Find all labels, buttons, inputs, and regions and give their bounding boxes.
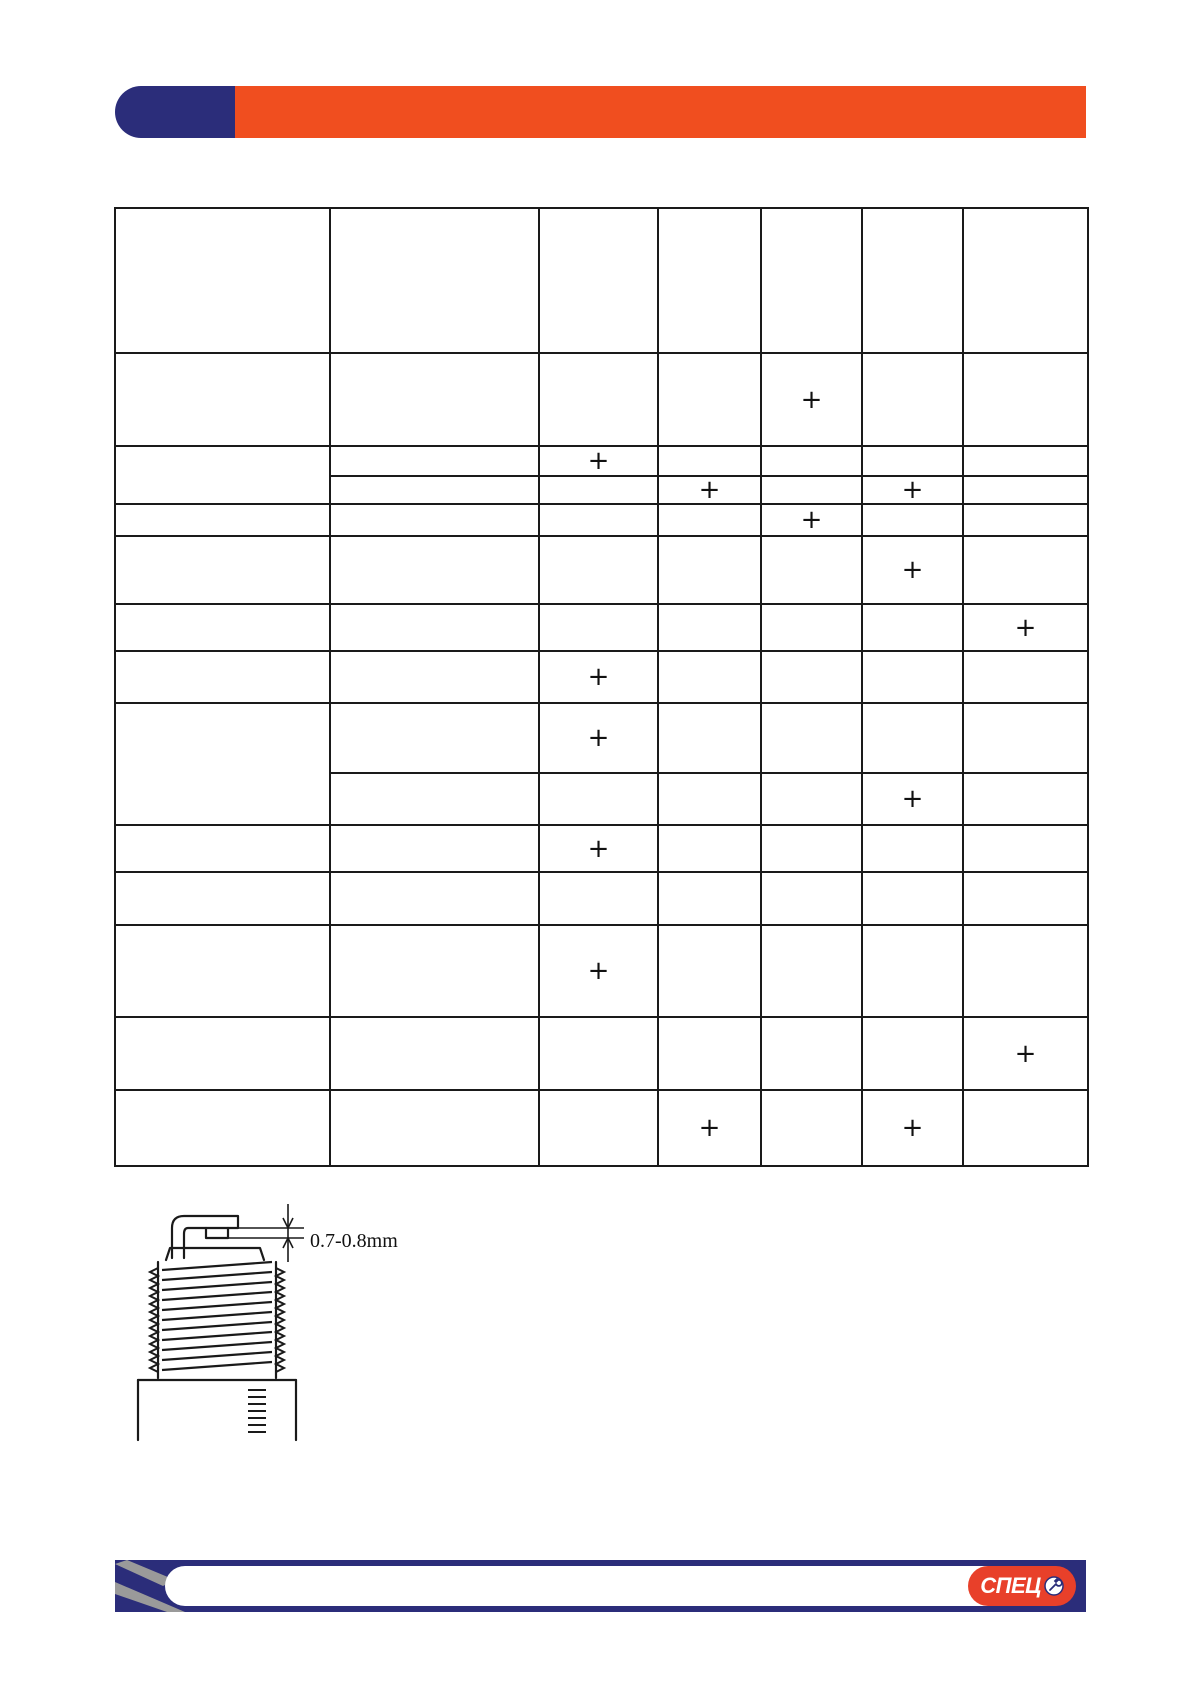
table-cell — [330, 476, 539, 504]
table-cell — [862, 504, 963, 536]
table-cell — [761, 208, 862, 353]
table-cell: + — [862, 536, 963, 604]
spec-logo — [968, 1566, 1076, 1606]
table-cell — [963, 504, 1088, 536]
table-cell — [115, 446, 330, 504]
table-cell — [761, 651, 862, 703]
table-cell — [115, 651, 330, 703]
table-row — [115, 703, 1088, 773]
table-cell — [115, 703, 330, 825]
table-cell — [658, 925, 761, 1017]
table-cell — [115, 353, 330, 446]
table-cell — [658, 872, 761, 925]
table-cell — [862, 825, 963, 872]
table-cell — [658, 825, 761, 872]
table-cell — [658, 208, 761, 353]
table-cell — [761, 476, 862, 504]
table-cell: + — [539, 651, 658, 703]
header-bar-orange-segment — [235, 86, 1086, 138]
table-cell: + — [862, 1090, 963, 1166]
table-cell — [330, 536, 539, 604]
table-cell — [658, 446, 761, 476]
footer-bar — [115, 1560, 1086, 1612]
table-cell: + — [539, 446, 658, 476]
table-row — [115, 1090, 1088, 1166]
table-cell — [115, 872, 330, 925]
table-cell: + — [862, 476, 963, 504]
table-cell — [963, 446, 1088, 476]
footer-white-band — [165, 1566, 1045, 1606]
table-cell — [761, 703, 862, 773]
table-cell — [963, 872, 1088, 925]
table-cell — [539, 872, 658, 925]
diagnostic-table — [114, 207, 1089, 1167]
table-cell — [862, 208, 963, 353]
table-cell — [115, 536, 330, 604]
table-cell — [115, 1090, 330, 1166]
table-row — [115, 1017, 1088, 1090]
table-row — [115, 536, 1088, 604]
table-cell — [862, 651, 963, 703]
table-cell — [658, 504, 761, 536]
table-cell — [115, 604, 330, 651]
plug-gap-label: 0.7-0.8mm — [310, 1230, 398, 1252]
table-cell — [761, 446, 862, 476]
table-cell — [539, 773, 658, 825]
table-cell — [862, 604, 963, 651]
table-cell — [963, 208, 1088, 353]
table-cell — [330, 703, 539, 773]
table-cell — [330, 604, 539, 651]
table-cell — [330, 504, 539, 536]
table-cell: + — [761, 504, 862, 536]
table-cell — [115, 825, 330, 872]
table-cell — [658, 536, 761, 604]
wrench-icon — [1044, 1576, 1064, 1596]
table-cell — [330, 208, 539, 353]
table-cell — [761, 773, 862, 825]
table-cell — [658, 651, 761, 703]
table-row — [115, 872, 1088, 925]
table-cell — [330, 446, 539, 476]
table-cell — [761, 1090, 862, 1166]
table-cell — [115, 504, 330, 536]
table-cell — [330, 773, 539, 825]
table-cell: + — [658, 476, 761, 504]
table-cell — [658, 604, 761, 651]
table-cell — [761, 825, 862, 872]
table-cell — [761, 604, 862, 651]
table-cell — [862, 925, 963, 1017]
table-cell: + — [963, 604, 1088, 651]
table-cell — [539, 604, 658, 651]
table-cell — [330, 1090, 539, 1166]
table-cell — [330, 925, 539, 1017]
table-cell — [539, 504, 658, 536]
table-cell — [330, 825, 539, 872]
table-row — [115, 446, 1088, 476]
table-cell — [862, 1017, 963, 1090]
table-cell — [658, 773, 761, 825]
table-cell — [963, 353, 1088, 446]
table-cell — [330, 353, 539, 446]
table-cell — [115, 925, 330, 1017]
table-row — [115, 604, 1088, 651]
table-cell — [963, 925, 1088, 1017]
logo-text: СПЕЦ — [980, 1573, 1041, 1598]
table-row — [115, 925, 1088, 1017]
table-cell — [761, 925, 862, 1017]
table-cell — [658, 353, 761, 446]
table-cell — [862, 353, 963, 446]
table-cell — [330, 872, 539, 925]
table-cell — [330, 651, 539, 703]
table-cell — [963, 651, 1088, 703]
table-cell — [761, 872, 862, 925]
table-header-row — [115, 208, 1088, 353]
table-cell: + — [658, 1090, 761, 1166]
table-cell — [330, 1017, 539, 1090]
table-cell: + — [539, 925, 658, 1017]
table-cell — [963, 536, 1088, 604]
table-cell — [963, 1090, 1088, 1166]
table-cell: + — [862, 773, 963, 825]
table-cell — [539, 208, 658, 353]
table-cell — [658, 1017, 761, 1090]
table-cell — [658, 703, 761, 773]
table-cell — [963, 825, 1088, 872]
table-cell — [539, 476, 658, 504]
table-cell — [963, 703, 1088, 773]
table-cell — [115, 208, 330, 353]
table-row — [115, 651, 1088, 703]
header-bar-blue-segment — [115, 86, 235, 138]
table-cell — [761, 536, 862, 604]
table-cell — [539, 353, 658, 446]
table-cell — [862, 872, 963, 925]
table-cell — [115, 1017, 330, 1090]
table-row — [115, 825, 1088, 872]
table-row — [115, 353, 1088, 446]
table-cell: + — [963, 1017, 1088, 1090]
table-cell — [539, 1017, 658, 1090]
table-cell: + — [761, 353, 862, 446]
table-cell — [862, 703, 963, 773]
table-row — [115, 504, 1088, 536]
table-cell — [963, 773, 1088, 825]
table-cell — [539, 536, 658, 604]
table-cell: + — [539, 703, 658, 773]
table-cell — [761, 1017, 862, 1090]
header-bar — [115, 86, 1086, 138]
table-cell — [539, 1090, 658, 1166]
table-cell — [963, 476, 1088, 504]
table-cell — [862, 446, 963, 476]
table-cell: + — [539, 825, 658, 872]
